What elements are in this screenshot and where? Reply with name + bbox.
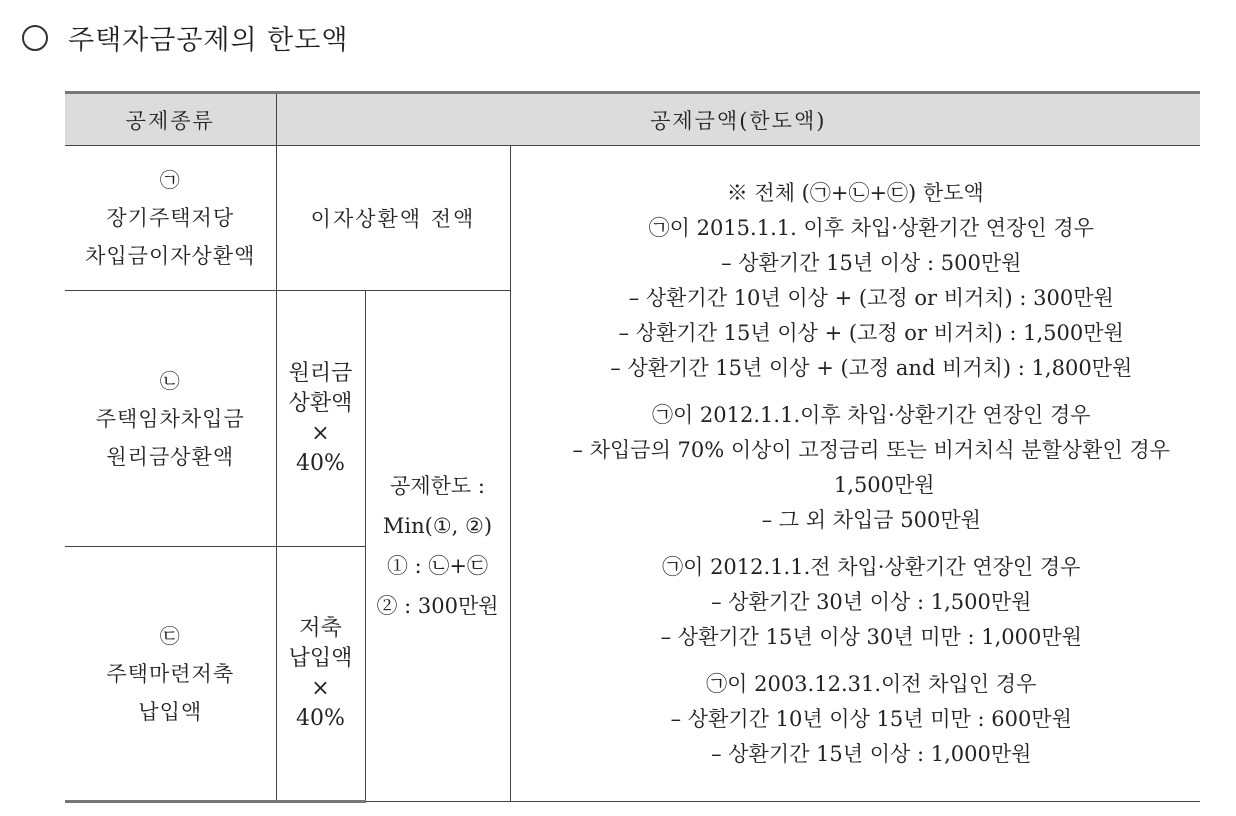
heading-text: 주택자금공제의 한도액: [68, 25, 349, 56]
row-b-rate-line: 40%: [296, 450, 345, 476]
detail-item: – 상환기간 15년 이상 : 1,000만원: [711, 741, 1032, 766]
row-c-label-1: 주택마련저축: [106, 661, 235, 686]
row-b-rate-line: ×: [311, 420, 330, 446]
row-b-rate-line: 상환액: [288, 390, 353, 416]
detail-item: – 상환기간 30년 이상 : 1,500만원: [711, 589, 1032, 614]
detail-item: 1,500만원: [833, 472, 935, 497]
row-c-rate-line: ×: [311, 675, 330, 701]
table-header-row: [65, 93, 1200, 146]
deduction-limit-cell: [365, 291, 510, 802]
row-a-label-2: 차입금이자상환액: [85, 244, 256, 268]
limit-line: ② : 300만원: [376, 594, 499, 618]
header-deduction-type: 공제종류: [65, 93, 276, 146]
row-b-rate-line: 원리금: [288, 360, 353, 386]
detail-group-2-title: ㉠이 2012.1.1.이후 차입·상환기간 연장인 경우: [651, 402, 1091, 427]
section-heading: [22, 18, 348, 57]
row-a-type: [65, 146, 276, 291]
detail-item: – 상환기간 15년 이상 + (고정 and 비거치) : 1,800만원: [610, 355, 1133, 380]
limit-line: 공제한도 :: [390, 474, 485, 498]
row-a-amount: 이자상환액 전액: [276, 146, 510, 291]
row-a-label-1: 장기주택저당: [106, 206, 235, 230]
detail-item: – 상환기간 15년 이상 30년 미만 : 1,000만원: [660, 624, 1082, 649]
row-c-type: [65, 547, 276, 802]
row-b-type: [65, 291, 276, 547]
row-b-rate: [276, 291, 365, 547]
row-c-label-2: 납입액: [138, 699, 203, 724]
detail-item: – 상환기간 10년 이상 + (고정 or 비거치) : 300만원: [628, 285, 1114, 310]
header-deduction-amount: 공제금액(한도액): [276, 93, 1200, 146]
detail-item: – 상환기간 15년 이상 + (고정 or 비거치) : 1,500만원: [618, 320, 1124, 345]
table-row: [65, 146, 1200, 291]
row-b-label-1: 주택임차차입금: [95, 406, 245, 431]
detail-group-3-title: ㉠이 2012.1.1.전 차입·상환기간 연장인 경우: [662, 554, 1081, 579]
row-c-rate-line: 저축: [299, 615, 342, 641]
detail-item: – 상환기간 15년 이상 : 500만원: [721, 250, 1022, 275]
deduction-limit-table: [65, 91, 1200, 803]
detail-group-1-title: ㉠이 2015.1.1. 이후 차입·상환기간 연장인 경우: [648, 215, 1094, 240]
row-b-mark: ㉡: [159, 368, 181, 393]
limit-line: ① : ㉡+㉢: [386, 554, 489, 578]
row-c-rate-line: 납입액: [288, 645, 353, 671]
detail-item: – 그 외 차입금 500만원: [761, 507, 981, 532]
row-b-label-2: 원리금상환액: [106, 444, 235, 469]
row-c-rate-line: 40%: [296, 705, 345, 731]
circle-bullet-icon: [22, 25, 48, 51]
detail-group-4-title: ㉠이 2003.12.31.이전 차입인 경우: [706, 671, 1037, 696]
detail-total: ※ 전체 (㉠+㉡+㉢) 한도액: [726, 180, 984, 205]
row-c-mark: ㉢: [159, 623, 181, 648]
row-c-rate: [276, 547, 365, 802]
limit-line: Min(①, ②): [382, 514, 493, 538]
detail-item: – 차입금의 70% 이상이 고정금리 또는 비거치식 분할상환인 경우: [572, 437, 1170, 462]
limit-detail-cell: [510, 146, 1200, 802]
detail-item: – 상환기간 10년 이상 15년 미만 : 600만원: [670, 706, 1072, 731]
row-a-mark: ㉠: [159, 168, 181, 192]
